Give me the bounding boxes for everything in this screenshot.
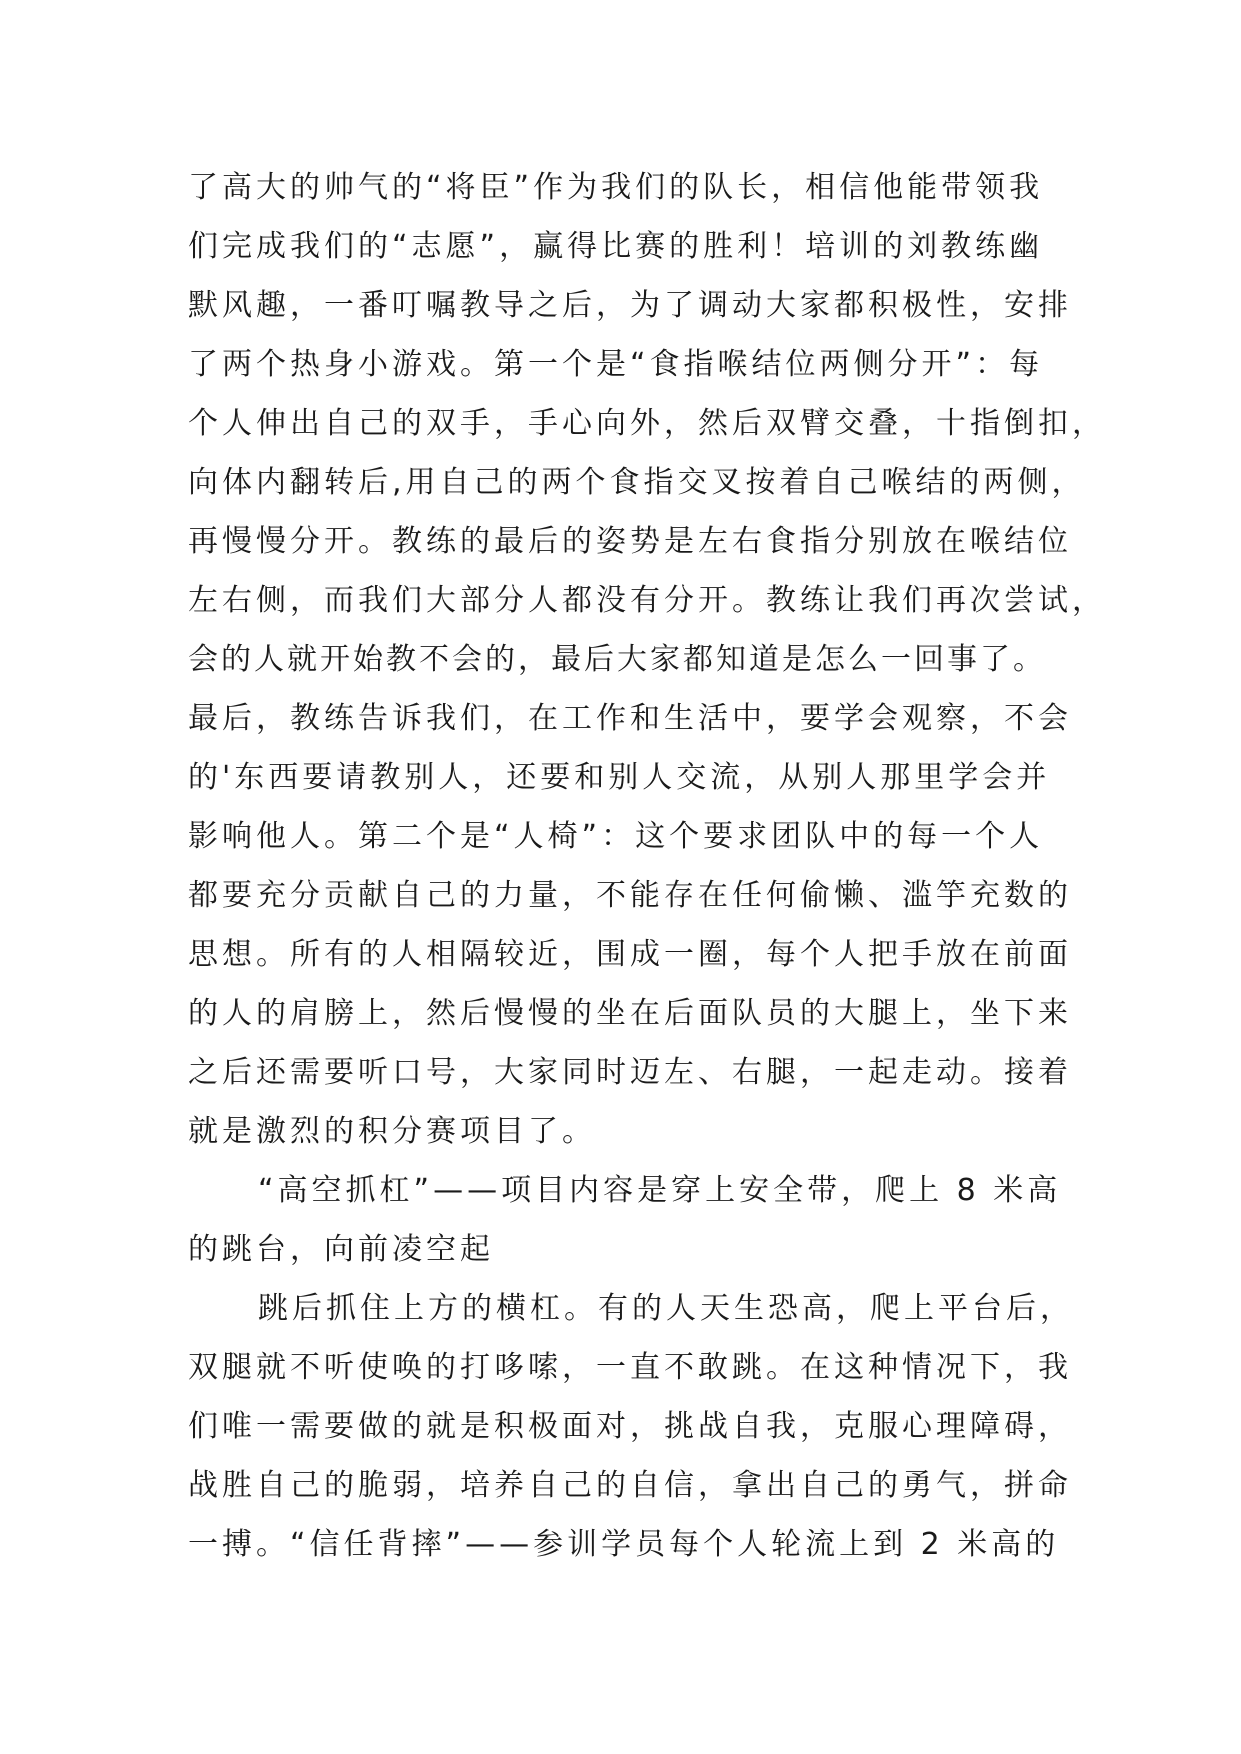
text-line-3: 默风趣，一番叮嘱教导之后，为了调动大家都积极性，安排 xyxy=(188,288,1072,323)
text-line-16: 之后还需要听口号，大家同时迈左、右腿，一起走动。接着 xyxy=(188,1055,1072,1090)
text-line-2: 们完成我们的“志愿”，赢得比赛的胜利！培训的刘教练幽 xyxy=(188,229,1044,264)
body-text xyxy=(188,158,1106,1574)
text-line-8: 左右侧，而我们大部分人都没有分开。教练让我们再次尝试， xyxy=(188,583,1106,618)
text-line-4: 了两个热身小游戏。第一个是“食指喉结位两侧分开”：每 xyxy=(188,347,1044,382)
text-line-5: 个人伸出自己的双手，手心向外，然后双臂交叠，十指倒扣， xyxy=(188,406,1106,441)
text-line-7: 再慢慢分开。教练的最后的姿势是左右食指分别放在喉结位 xyxy=(188,524,1072,559)
text-line-22: 们唯一需要做的就是积极面对，挑战自我，克服心理障碍， xyxy=(188,1409,1072,1444)
text-line-23: 战胜自己的脆弱，培养自己的自信，拿出自己的勇气，拼命 xyxy=(188,1468,1072,1503)
text-line-21: 双腿就不听使唤的打哆嗦，一直不敢跳。在这种情况下，我 xyxy=(188,1350,1072,1385)
text-line-12: 影响他人。第二个是“人椅”：这个要求团队中的每一个人 xyxy=(188,819,1044,854)
text-line-9: 会的人就开始教不会的，最后大家都知道是怎么一回事了。 xyxy=(188,642,1046,677)
text-line-10: 最后，教练告诉我们，在工作和生活中，要学会观察，不会 xyxy=(188,701,1072,736)
text-line-19: 的跳台，向前凌空起 xyxy=(188,1232,494,1267)
text-line-6: 向体内翻转后,用自己的两个食指交叉按着自己喉结的两侧， xyxy=(188,465,1086,500)
text-line-18: “高空抓杠”——项目内容是穿上安全带，爬上 8 米高 xyxy=(258,1173,1062,1208)
text-line-14: 思想。所有的人相隔较近，围成一圈，每个人把手放在前面 xyxy=(188,937,1072,972)
text-line-24: 一搏。“信任背摔”——参训学员每个人轮流上到 2 米高的 xyxy=(188,1527,1060,1562)
text-line-15: 的人的肩膀上，然后慢慢的坐在后面队员的大腿上，坐下来 xyxy=(188,996,1072,1031)
text-line-13: 都要充分贡献自己的力量，不能存在任何偷懒、滥竽充数的 xyxy=(188,878,1072,913)
text-line-20: 跳后抓住上方的横杠。有的人天生恐高，爬上平台后， xyxy=(258,1291,1074,1326)
text-line-17: 就是激烈的积分赛项目了。 xyxy=(188,1114,596,1149)
text-line-11: 的'东西要请教别人，还要和别人交流，从别人那里学会并 xyxy=(188,760,1051,795)
text-line-1: 了高大的帅气的“将臣”作为我们的队长，相信他能带领我 xyxy=(188,170,1044,205)
